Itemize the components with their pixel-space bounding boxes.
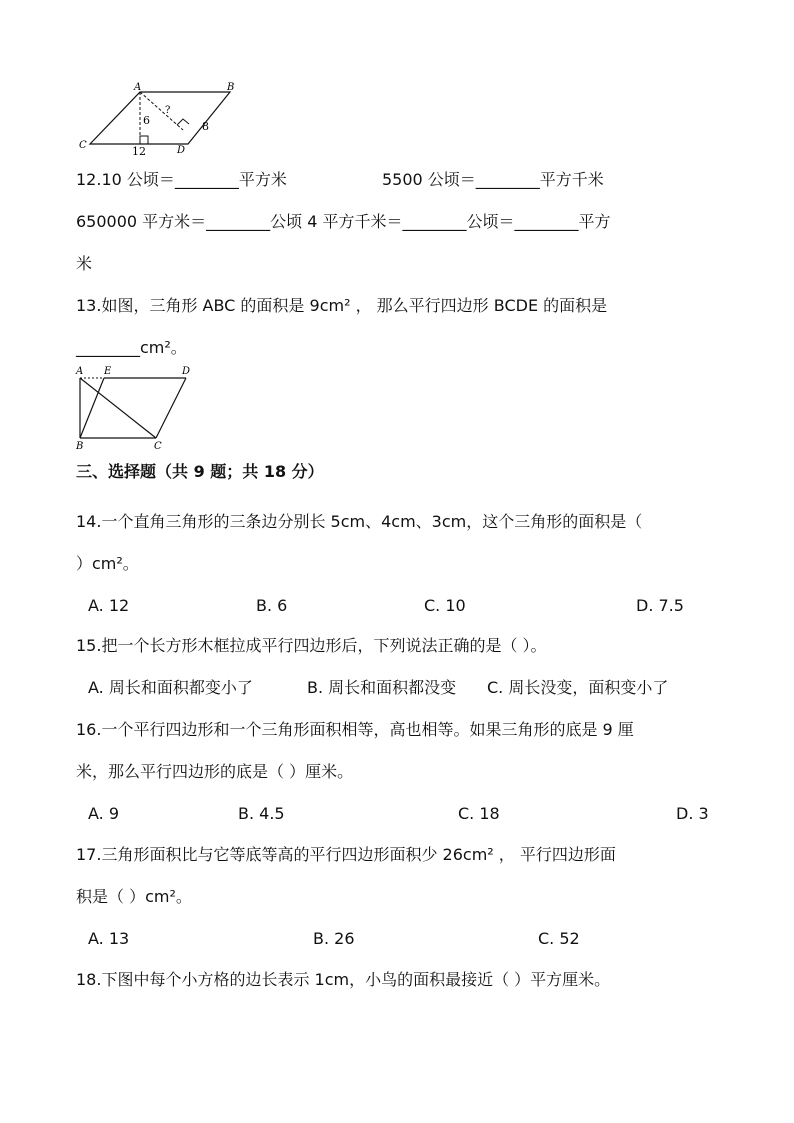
label-b2: B — [76, 441, 84, 452]
q15-option-b[interactable]: B. 周长和面积都没变 — [307, 678, 457, 697]
label-b: B — [227, 82, 235, 93]
label-question: ? — [165, 105, 171, 116]
q12-line2: 650000 平方米＝________公顷 4 平方千米＝________公顷＝________平方 — [76, 212, 611, 231]
label-base: 12 — [132, 145, 146, 158]
q12-line1-left: 12.10 公顷＝________平方米 — [76, 170, 287, 189]
q14-line1: 14.一个直角三角形的三条边分别长 5cm、4cm、3cm，这个三角形的面积是（ — [76, 512, 643, 531]
q16-option-b[interactable]: B. 4.5 — [238, 804, 285, 823]
q15-option-a[interactable]: A. 周长和面积都变小了 — [88, 678, 253, 697]
q18-line1: 18.下图中每个小方格的边长表示 1cm，小鸟的面积最接近（ ）平方厘米。 — [76, 970, 611, 989]
q13-line1: 13.如图，三角形 ABC 的面积是 9cm² ， 那么平行四边形 BCDE 的面积是 — [76, 296, 608, 315]
q16-line2: 米，那么平行四边形的底是（ ）厘米。 — [76, 762, 354, 781]
q16-option-c[interactable]: C. 18 — [458, 804, 500, 823]
q17-option-b[interactable]: B. 26 — [313, 929, 355, 948]
q15-option-c[interactable]: C. 周长没变，面积变小了 — [487, 678, 669, 697]
label-side: 8 — [202, 120, 209, 133]
q12-line1-right: 5500 公顷＝________平方千米 — [382, 170, 604, 189]
q12-line3: 米 — [76, 254, 93, 273]
label-c: C — [79, 140, 87, 151]
q17-line1: 17.三角形面积比与它等底等高的平行四边形面积少 26cm² ， 平行四边形面 — [76, 845, 616, 864]
label-a: A — [134, 82, 142, 93]
label-height: 6 — [143, 114, 150, 127]
parallelogram-figure-abcd — [76, 78, 246, 160]
q14-line2: ）cm²。 — [76, 554, 139, 573]
label-a2: A — [76, 366, 84, 377]
label-c2: C — [154, 441, 162, 452]
q14-option-c[interactable]: C. 10 — [424, 596, 466, 615]
q13-line2: ________cm²。 — [76, 338, 187, 357]
label-e2: E — [104, 366, 112, 377]
q16-option-a[interactable]: A. 9 — [88, 804, 120, 823]
label-d: D — [177, 145, 186, 156]
q14-option-a[interactable]: A. 12 — [88, 596, 130, 615]
parallelogram-figure-bcde — [74, 362, 200, 452]
q17-option-c[interactable]: C. 52 — [538, 929, 580, 948]
q17-line2: 积是（ ）cm²。 — [76, 887, 192, 906]
section-3-title: 三、选择题（共 9 题；共 18 分） — [76, 462, 324, 481]
q14-option-d[interactable]: D. 7.5 — [636, 596, 684, 615]
q16-line1: 16.一个平行四边形和一个三角形面积相等，高也相等。如果三角形的底是 9 厘 — [76, 720, 634, 739]
q17-option-a[interactable]: A. 13 — [88, 929, 130, 948]
q15-line1: 15.把一个长方形木框拉成平行四边形后，下列说法正确的是（ ）。 — [76, 636, 547, 655]
q14-option-b[interactable]: B. 6 — [256, 596, 288, 615]
q16-option-d[interactable]: D. 3 — [676, 804, 709, 823]
label-d2: D — [182, 366, 191, 377]
